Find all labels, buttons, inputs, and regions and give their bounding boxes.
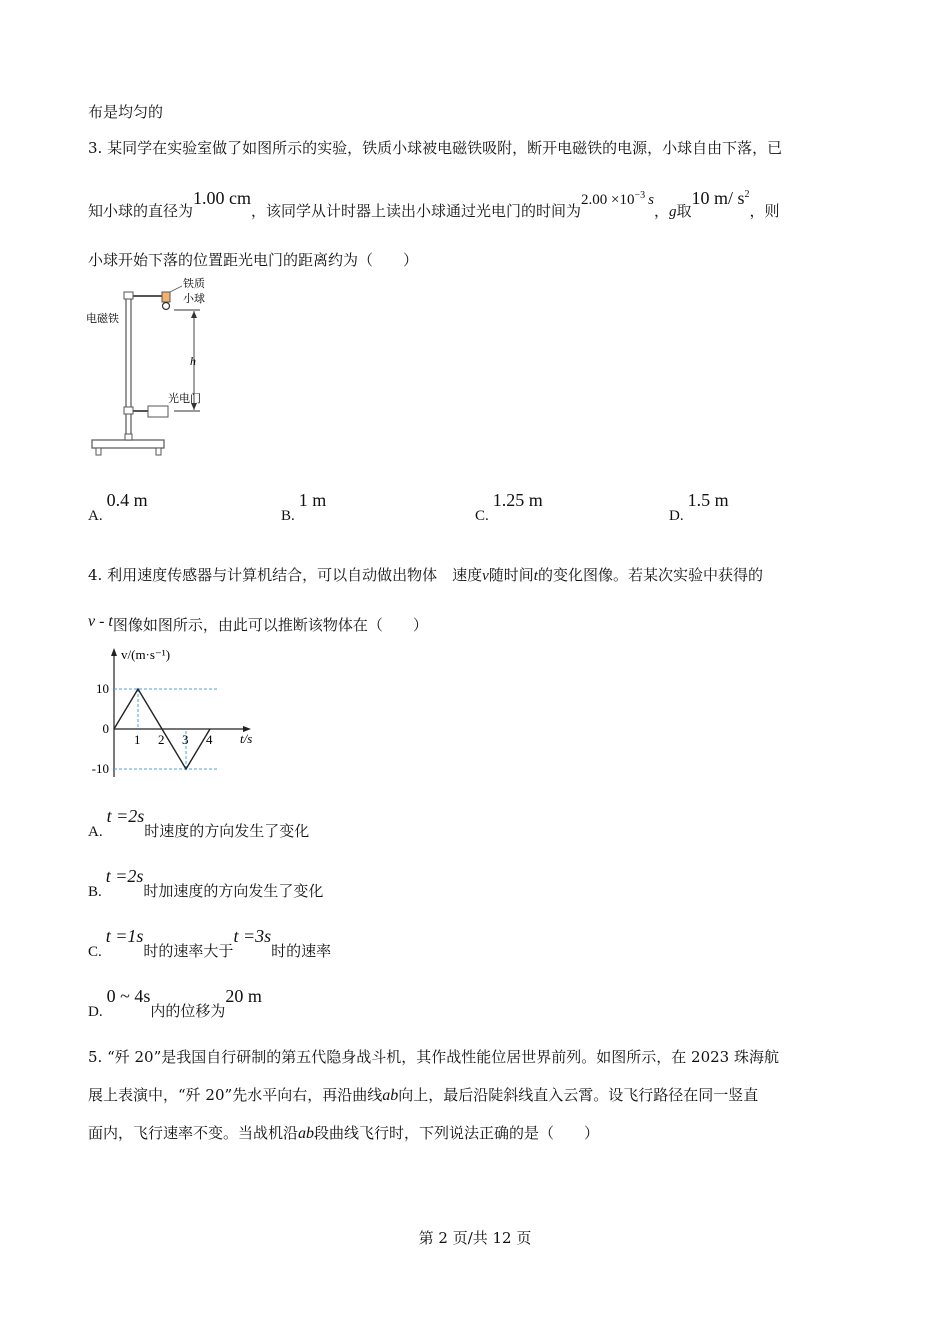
- photogate: [148, 406, 168, 417]
- q3-g-exponent: 2: [744, 189, 750, 200]
- q3-g-symbol: g: [669, 204, 677, 220]
- q5-ab-symbol-2: ab: [298, 1125, 315, 1142]
- q3-text-then: ，则: [749, 202, 780, 220]
- q4-text-d: 图像如图所示，由此可以推断该物体在（ ）: [112, 616, 428, 634]
- q4-v-symbol: v: [482, 568, 489, 584]
- option-text: 时加速度的方向发生了变化: [143, 882, 324, 900]
- q5-stem-line3: [88, 1122, 599, 1143]
- option-letter: C.: [475, 508, 489, 524]
- q3-option-a[interactable]: [88, 490, 148, 525]
- q3-apparatus-figure: [82, 272, 222, 462]
- top-clamp: [124, 292, 133, 299]
- q5-text-c: 面内，飞行速率不变。当战机沿: [88, 1124, 299, 1142]
- q4-text-a: 4. 利用速度传感器与计算机结合，可以自动做出物体 速度: [88, 566, 483, 584]
- option-math-2: t =3s: [233, 926, 272, 946]
- electromagnet: [162, 292, 170, 302]
- option-math: t =2s: [106, 806, 145, 826]
- q4-option-b[interactable]: [88, 866, 324, 901]
- q3-time-mantissa: 2.00 ×10: [581, 192, 635, 208]
- x-tick-label: 1: [134, 732, 141, 747]
- option-math: t =2s: [105, 866, 144, 886]
- y-tick-label: 0: [102, 721, 109, 736]
- option-letter: C.: [88, 944, 102, 960]
- stand-pole: [126, 294, 131, 440]
- q3-g-value-base: 10 m/ s: [691, 188, 745, 208]
- option-letter: A.: [88, 508, 103, 524]
- page-footer: 第 2 页/共 12 页: [418, 1229, 532, 1247]
- option-value: 1.5 m: [687, 490, 729, 510]
- q5-text-b: 向上，最后沿陡斜线直入云霄。设飞行路径在同一竖直: [398, 1086, 759, 1104]
- option-value: 0.4 m: [106, 490, 148, 510]
- option-letter: B.: [88, 884, 102, 900]
- q5-text-a: 展上表演中，“歼 20”先水平向右，再沿曲线: [88, 1086, 383, 1104]
- stand-pole-foot: [125, 434, 132, 440]
- q4-option-a[interactable]: [88, 806, 310, 841]
- q4-stem-line1: [88, 564, 763, 585]
- q4-option-d[interactable]: [88, 986, 262, 1021]
- option-letter: D.: [669, 508, 684, 524]
- stand-foot-right: [156, 448, 161, 455]
- y-tick-label: 10: [96, 681, 109, 696]
- y-axis-label: v/(m·s⁻¹): [121, 647, 171, 662]
- option-math: t =1s: [105, 926, 144, 946]
- q4-text-b: 随时间: [488, 566, 534, 584]
- x-axis-label: t/s: [240, 731, 253, 746]
- x-tick-label: 4: [206, 732, 213, 747]
- q4-stem-line2: [88, 614, 428, 635]
- q3-time-value: [581, 192, 654, 208]
- q4-text-c: 的变化图像。若某次实验中获得的: [537, 566, 763, 584]
- label-h: h: [190, 354, 196, 368]
- q3-g-value: [692, 188, 750, 208]
- y-tick-label: -10: [91, 761, 109, 776]
- option-letter: B.: [281, 508, 295, 524]
- lower-clamp: [124, 407, 133, 414]
- option-value: 1 m: [298, 490, 327, 510]
- q5-stem-line2: [88, 1084, 758, 1105]
- q3-comma: ，: [653, 202, 669, 220]
- option-text: 内的位移为: [150, 1002, 226, 1020]
- q3-diameter-value: 1.00 cm: [193, 188, 252, 208]
- q3-text-diameter-lead: 知小球的直径为: [88, 202, 194, 220]
- previous-question-tail: 布是均匀的: [88, 103, 164, 121]
- q3-text-take: 取: [676, 202, 692, 220]
- q3-option-b[interactable]: [281, 490, 327, 525]
- y-axis-arrow: [111, 648, 117, 656]
- option-text-2: 时的速率: [271, 942, 332, 960]
- q4-vt-label: v - t: [88, 613, 113, 630]
- option-letter: D.: [88, 1004, 103, 1020]
- x-tick-label: 2: [158, 732, 165, 747]
- label-iron: 铁质: [183, 277, 205, 290]
- q5-text-d: 段曲线飞行时，下列说法正确的是（ ）: [314, 1124, 600, 1142]
- option-value: 1.25 m: [492, 490, 543, 510]
- stand-foot-left: [96, 448, 101, 455]
- label-ball: 小球: [183, 292, 205, 305]
- label-photogate: 光电门: [168, 392, 201, 405]
- h-arrow-up: [191, 311, 197, 318]
- y-tick-labels: [92, 681, 109, 776]
- q3-time-exponent: −3: [634, 190, 646, 201]
- option-letter: A.: [88, 824, 103, 840]
- q4-t-symbol: t: [533, 568, 538, 584]
- q3-option-d[interactable]: [669, 490, 729, 525]
- q3-time-unit: s: [648, 192, 654, 208]
- q3-text-time-lead: ，该同学从计时器上读出小球通过光电门的时间为: [251, 202, 582, 220]
- option-math: 0 ~ 4s: [106, 986, 151, 1006]
- option-math-2: 20 m: [225, 986, 262, 1006]
- option-text: 时速度的方向发生了变化: [144, 822, 310, 840]
- q5-ab-symbol: ab: [382, 1087, 399, 1104]
- stand-base: [92, 440, 164, 448]
- q3-stem-line2: [88, 188, 780, 221]
- ball-leader-line: [170, 286, 182, 292]
- q3-stem-line1: 3. 某同学在实验室做了如图所示的实验，铁质小球被电磁铁吸附，断开电磁铁的电源，小球自由下落，已: [88, 139, 783, 157]
- q4-vt-chart: [85, 642, 270, 790]
- x-tick-label: 3: [182, 732, 189, 747]
- q3-option-c[interactable]: [475, 490, 543, 525]
- label-electromagnet: 电磁铁: [86, 312, 119, 325]
- option-text: 时的速率大于: [143, 942, 234, 960]
- q4-option-c[interactable]: [88, 926, 332, 961]
- q5-stem-line1: 5. “歼 20”是我国自行研制的第五代隐身战斗机，其作战性能位居世界前列。如图所示，在 2023 珠海航: [88, 1048, 779, 1066]
- iron-ball: [163, 303, 170, 310]
- q3-stem-line3: 小球开始下落的位置距光电门的距离约为（ ）: [88, 251, 419, 269]
